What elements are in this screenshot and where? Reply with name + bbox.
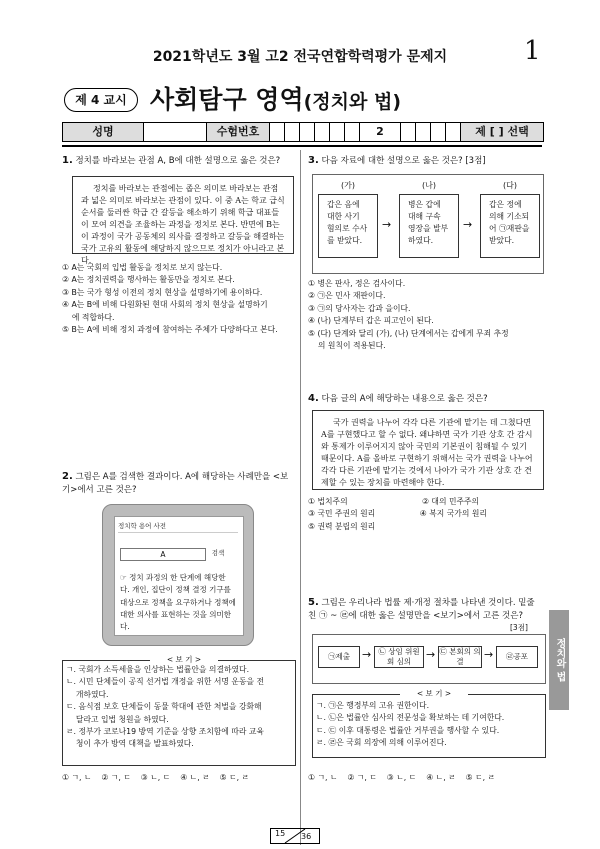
q4-option-row[interactable]: ③ 국민 주권의 원리 ④ 복지 국가의 원리 xyxy=(308,509,487,519)
q5-number: 5. xyxy=(308,597,319,608)
q4-option-row[interactable]: ① 법치주의 ② 대의 민주주의 xyxy=(308,497,480,506)
stage-c-box: 갑은 정에 의해 기소되어 ㉠재판을 받았다. xyxy=(480,194,540,258)
q2-bogi-items xyxy=(66,664,292,751)
exam-no-cell[interactable] xyxy=(401,123,416,141)
exam-no-cell[interactable] xyxy=(285,123,300,141)
bogi-item: ㄴ. ㉡은 법률안 심사의 전문성을 확보하는 데 기여한다. xyxy=(316,713,505,723)
q5-bogi-label: < 보 기 > xyxy=(400,688,468,699)
definition-text: ☞ 정치 과정의 한 단계에 해당한 다. 개인, 집단이 정책 결정 기구를 대상으로 정책을 요구하거나 정책에 대한 의사를 표현하는 것을 의미한다. xyxy=(120,573,236,632)
flow-step-committee: ㉡ 상임 위원회 심의 xyxy=(374,646,424,668)
search-input[interactable]: A xyxy=(120,548,206,561)
subject-title xyxy=(150,80,470,116)
q3-option[interactable]: ③ ㉠의 당사자는 갑과 을이다. xyxy=(308,303,411,313)
q3-option[interactable]: ⑤ (다) 단계와 달리 (가), (나) 단계에서는 갑에게 무죄 추정 xyxy=(308,328,509,338)
bogi-item: ㄴ. 시민 단체들이 공직 선거법 개정을 위한 서명 운동을 전 xyxy=(66,677,265,687)
column-divider xyxy=(300,150,301,845)
q1-option[interactable]: ① A는 국회의 입법 활동을 정치로 보지 않는다. xyxy=(62,263,223,272)
flow-step-submit: ㉠제출 xyxy=(318,646,360,668)
exam-title: 2021학년도 3월 고2 전국연합학력평가 문제지 xyxy=(152,49,448,65)
bogi-item: ㄱ. 국회가 소득세율을 인상하는 법률안을 의결하였다. xyxy=(66,665,250,674)
q3-option-cont: 의 원칙이 적용된다. xyxy=(308,341,386,351)
period-badge: 제 4 교시 xyxy=(64,88,138,112)
info-bar xyxy=(62,122,544,142)
q4-stem xyxy=(308,392,544,406)
arrow-right-icon: → xyxy=(362,648,372,661)
subject-side-tab: 정치와 법 xyxy=(549,610,569,710)
exam-no-cell[interactable] xyxy=(446,123,461,141)
q1-option-cont: 에 적합하다. xyxy=(62,312,115,322)
q1-options xyxy=(62,262,298,336)
bogi-item: ㄱ. ㉠은 행정부의 고유 권한이다. xyxy=(316,701,430,710)
exam-no-cell[interactable] xyxy=(431,123,446,141)
q2-stem xyxy=(62,470,294,497)
q2-answer-choices[interactable]: ① ㄱ, ㄴ ② ㄱ, ㄷ ③ ㄴ, ㄷ ④ ㄴ, ㄹ ⑤ ㄷ, ㄹ xyxy=(62,773,250,782)
bogi-item: ㄷ. 음식점 보호 단체들이 동물 학대에 관한 처벌을 강화해 xyxy=(66,702,262,712)
q3-stem xyxy=(308,154,544,168)
flow-step-plenary: ㉢ 본회의 의결 xyxy=(439,647,481,666)
q4-stem-text: 다음 글의 A에 해당하는 내용으로 옳은 것은? xyxy=(321,394,488,404)
q1-stem-text: 정치를 바라보는 관점 A, B에 대한 설명으로 옳은 것은? xyxy=(75,156,281,166)
q3-option[interactable]: ④ (나) 단계부터 갑은 피고인이 된다. xyxy=(308,316,434,326)
exam-no-cell[interactable] xyxy=(315,123,330,141)
arrow-right-icon: → xyxy=(484,648,494,661)
stage-a-box: 갑은 음에 대한 사기 혐의로 수사를 받았다. xyxy=(318,194,378,258)
exam-no-digit: 2 xyxy=(360,123,401,141)
search-button[interactable]: 검색 xyxy=(211,549,225,557)
page-counter xyxy=(270,828,320,844)
page-number: 1 xyxy=(524,36,541,66)
exam-no-cell[interactable] xyxy=(330,123,345,141)
page-total: 36 xyxy=(301,832,312,841)
q2-bogi-label: < 보 기 > xyxy=(150,654,218,665)
arrow-right-icon: → xyxy=(382,218,392,231)
q3-option[interactable]: ② ㉠은 민사 재판이다. xyxy=(308,291,386,301)
dict-title: 정치학 용어 사전 xyxy=(118,520,238,533)
q4-option[interactable]: ⑤ 권력 분립의 원리 xyxy=(308,521,376,531)
exam-no-cell[interactable] xyxy=(345,123,360,141)
q1-option[interactable]: ③ B는 국가 형성 이전의 정치 현상을 설명하기에 용이하다. xyxy=(62,287,263,297)
q3-number: 3. xyxy=(308,155,319,166)
exam-no-cell[interactable] xyxy=(416,123,431,141)
exam-no-cell[interactable] xyxy=(300,123,315,141)
bogi-item-cont: 개하였다. xyxy=(66,689,109,699)
bogi-item: ㄹ. 정부가 코로나19 방역 기준을 상향 조치함에 따라 교육 xyxy=(66,727,264,737)
exam-no-cell[interactable] xyxy=(270,123,285,141)
q5-bogi-items xyxy=(316,700,542,750)
q5-points: [3점] xyxy=(510,623,528,632)
stage-b-box: 병은 갑에 대해 구속 영장을 발부하였다. xyxy=(399,194,459,258)
exam-no-label: 수험번호 xyxy=(207,123,270,141)
q1-option[interactable]: ⑤ B는 A에 비해 정치 과정에 참여하는 주체가 다양하다고 본다. xyxy=(62,325,278,335)
stage-a-label: (가) xyxy=(341,181,355,190)
subject-main: 사회탐구 영역 xyxy=(150,85,304,114)
q1-stem xyxy=(62,154,294,168)
bogi-item-cont: 달라고 입법 청원을 하였다. xyxy=(66,714,169,724)
q4-passage-box: 국가 권력을 나누어 각각 다른 기관에 맡기는 데 그쳤다면 A를 구현했다고 할 수 없다. 왜냐하면 국가 기관 상호 간 감시와 통제가 이루어지지 않아 국민의 기본권이 침해될 수 있기 때문이다. A를 올바로 구현하기 위해서는 국가 권력을 나누어 각각 다른 기관에 맡기는 것에서 나아가 국가 기관 상호 간 견제할 수 있는 장치를 마련해야 한다. xyxy=(312,410,544,490)
header-rule xyxy=(62,145,542,147)
stage-b-label: (나) xyxy=(422,181,436,190)
bogi-item: ㄹ. ㉣은 국회 의장에 의해 이루어진다. xyxy=(316,738,447,748)
stage-c-label: (다) xyxy=(503,181,517,190)
q3-stem-text: 다음 자료에 대한 설명으로 옳은 것은? [3점] xyxy=(321,156,486,166)
name-label: 성명 xyxy=(63,123,144,141)
q4-options xyxy=(308,496,544,533)
name-field[interactable] xyxy=(144,123,207,141)
choice-label: 제 [ ] 선택 xyxy=(461,123,543,141)
arrow-right-icon: → xyxy=(426,648,436,661)
bogi-item-cont: 청이 추가 방역 대책을 발표하였다. xyxy=(66,739,194,749)
q1-option[interactable]: ④ A는 B에 비해 다원화된 현대 사회의 정치 현상을 설명하기 xyxy=(62,300,268,310)
q1-passage-box: 정치를 바라보는 관점에는 좁은 의미로 바라보는 관점과 넓은 의미로 바라보는 관점이 있다. 이 중 A는 학교 급식 순서를 둘러싼 학급 간 갈등을 해소하기 위해 학급 대표들이 모여 의견을 조율하는 과정을 정치로 본다. 반면에 B는 이 과정이 국가 공동체의 의사를 결정하고 갈등을 해결하는 국가 고유의 활동에 해당하지 않으므로 정치가 아니라고 본다. xyxy=(72,176,294,254)
flow-step-promulgation: ㉣공포 xyxy=(496,646,538,668)
q5-answer-choices[interactable]: ① ㄱ, ㄴ ② ㄱ, ㄷ ③ ㄴ, ㄷ ④ ㄴ, ㄹ ⑤ ㄷ, ㄹ xyxy=(308,773,496,782)
q5-stem-text: 그림은 우리나라 법률 제·개정 절차를 나타낸 것이다. 밑줄 친 ㉠ ~ ㉣에 대한 옳은 설명만을 <보기>에서 고른 것은? xyxy=(308,598,535,621)
q2-number: 2. xyxy=(62,471,73,482)
bogi-item: ㄷ. ㉢ 이후 대통령은 법률안 거부권을 행사할 수 있다. xyxy=(316,725,500,735)
q1-number: 1. xyxy=(62,155,73,166)
q2-stem-text: 그림은 A를 검색한 결과이다. A에 해당하는 사례만을 <보기>에서 고른 것은? xyxy=(62,472,289,495)
q5-stem xyxy=(308,596,544,623)
subject-sub: (정치와 법) xyxy=(303,91,402,113)
q3-option[interactable]: ① 병은 판사, 정은 검사이다. xyxy=(308,279,406,288)
q1-option[interactable]: ② A는 정치권력을 행사하는 활동만을 정치로 본다. xyxy=(62,275,235,285)
page-current: 15 xyxy=(275,829,286,838)
q3-options xyxy=(308,278,544,352)
arrow-right-icon: → xyxy=(463,218,473,231)
q4-number: 4. xyxy=(308,393,319,404)
